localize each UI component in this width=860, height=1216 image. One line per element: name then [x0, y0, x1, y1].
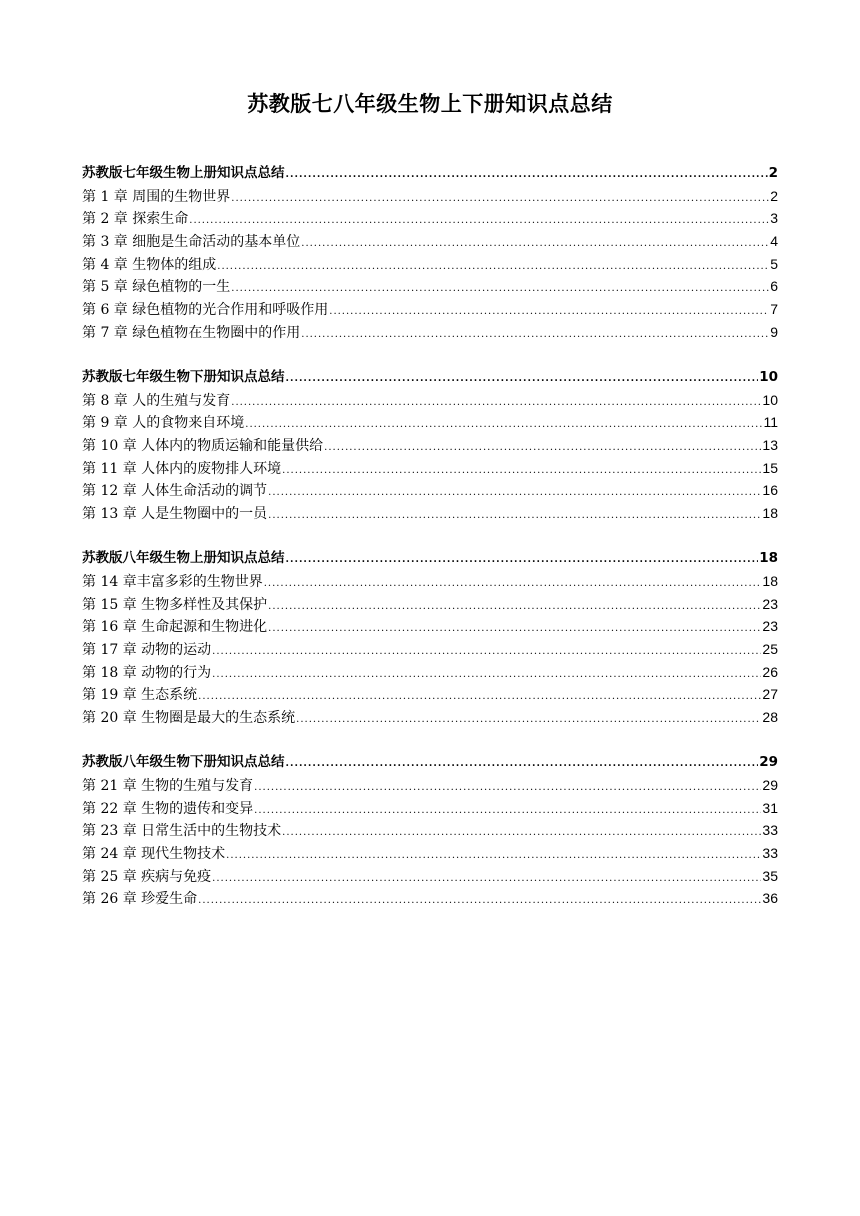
toc-page-number: 11 [763, 414, 778, 431]
toc-dot-leader [212, 641, 761, 664]
toc-dot-leader [268, 482, 761, 505]
toc-dot-leader [296, 709, 761, 732]
toc-dot-leader [231, 188, 769, 211]
toc-page-number: 18 [762, 505, 778, 522]
toc-section [82, 366, 778, 525]
toc-section [82, 547, 778, 729]
toc-entry-label: 第 26 章 珍爱生命 [82, 891, 198, 908]
toc-entry[interactable] [82, 230, 778, 253]
toc-dot-leader [282, 460, 761, 483]
toc-dot-leader [301, 324, 769, 347]
toc-page-number: 6 [770, 278, 778, 295]
toc-dot-leader [264, 573, 762, 596]
toc-section [82, 751, 778, 910]
toc-page-number: 35 [762, 867, 778, 884]
toc-page-number: 29 [759, 754, 778, 771]
toc-entry[interactable] [82, 253, 778, 276]
toc-entry[interactable] [82, 275, 778, 298]
toc-entry[interactable] [82, 797, 778, 820]
toc-dot-leader [212, 664, 761, 687]
toc-entry-label: 第 9 章 人的食物来自环境 [82, 415, 245, 432]
toc-page-number: 18 [759, 550, 778, 567]
toc-entry[interactable] [82, 819, 778, 842]
toc-entry-label: 第 23 章 日常生活中的生物技术 [82, 823, 282, 840]
toc-entry[interactable] [82, 479, 778, 502]
toc-entry-label: 第 16 章 生命起源和生物进化 [82, 619, 268, 636]
toc-dot-leader [286, 549, 759, 572]
toc-entry-label: 第 21 章 生物的生殖与发育 [82, 778, 254, 794]
toc-page-number: 4 [770, 233, 778, 250]
toc-dot-leader [268, 596, 761, 619]
toc-page-number: 13 [762, 437, 778, 454]
toc-entry[interactable] [82, 570, 778, 593]
toc-section [82, 162, 778, 344]
toc-entry-label: 第 17 章 动物的运动 [82, 642, 212, 659]
toc-heading-label: 苏教版七年级生物下册知识点总结 [82, 369, 285, 385]
page-title: 苏教版七八年级生物上下册知识点总结 [247, 92, 613, 116]
toc-entry[interactable] [82, 661, 778, 684]
toc-entry-label: 第 25 章 疾病与免疫 [82, 868, 212, 885]
toc-dot-leader [254, 800, 761, 823]
toc-entry-label: 第 5 章 绿色植物的一生 [82, 279, 231, 296]
toc-section-heading[interactable] [82, 162, 778, 185]
toc-page-number: 10 [759, 369, 778, 385]
toc-entry[interactable] [82, 321, 778, 344]
toc-dot-leader [268, 618, 761, 641]
toc-dot-leader [217, 256, 769, 279]
toc-dot-leader [254, 777, 761, 800]
toc-section-heading[interactable] [82, 751, 778, 774]
toc-entry-label: 第 12 章 人体生命活动的调节 [82, 483, 268, 500]
toc-page-number: 2 [768, 165, 778, 181]
toc-page-number: 26 [762, 663, 778, 680]
toc-page-number: 33 [762, 822, 778, 839]
toc-entry-label: 第 4 章 生物体的组成 [82, 256, 217, 273]
toc-section-heading[interactable] [82, 366, 778, 389]
toc-entry[interactable] [82, 502, 778, 525]
toc-page-number: 33 [762, 845, 778, 862]
toc-page-number: 15 [762, 459, 778, 476]
toc-entry-label: 第 8 章 人的生殖与发育 [82, 392, 231, 409]
toc-dot-leader [282, 822, 761, 845]
toc-entry-label: 第 24 章 现代生物技术 [82, 846, 226, 863]
toc-entry-label: 第 3 章 细胞是生命活动的基本单位 [82, 234, 301, 251]
toc-entry[interactable] [82, 298, 778, 321]
toc-entry[interactable] [82, 683, 778, 706]
toc-entry-label: 第 18 章 动物的行为 [82, 664, 212, 681]
toc-section-heading[interactable] [82, 547, 778, 570]
toc-entry[interactable] [82, 887, 778, 910]
toc-page-number: 29 [762, 777, 778, 793]
toc-entry-label: 第 6 章 绿色植物的光合作用和呼吸作用 [82, 302, 329, 319]
toc-dot-leader [198, 686, 761, 709]
toc-entry[interactable] [82, 434, 778, 457]
toc-dot-leader [198, 890, 761, 913]
toc-page-number: 3 [770, 210, 778, 227]
toc-entry[interactable] [82, 457, 778, 480]
toc-dot-leader [286, 368, 759, 391]
toc-dot-leader [268, 505, 761, 528]
toc-entry[interactable] [82, 638, 778, 661]
toc-page-number: 23 [762, 595, 778, 612]
toc-entry[interactable] [82, 865, 778, 888]
toc-entry[interactable] [82, 615, 778, 638]
toc-page-number: 36 [762, 890, 778, 907]
toc-entry[interactable] [82, 411, 778, 434]
toc-heading-label: 苏教版七年级生物上册知识点总结 [82, 165, 285, 181]
toc-entry[interactable] [82, 593, 778, 616]
toc-entry-label: 第 13 章 人是生物圈中的一员 [82, 506, 268, 523]
toc-entry[interactable] [82, 774, 778, 797]
toc-dot-leader [301, 233, 769, 256]
toc-page-number: 18 [762, 573, 778, 589]
toc-page-number: 16 [762, 482, 778, 499]
toc-page-number: 28 [762, 709, 778, 726]
toc-dot-leader [212, 868, 761, 891]
toc-dot-leader [286, 753, 759, 776]
toc-dot-leader [286, 164, 768, 187]
toc-page-number: 7 [770, 301, 778, 318]
toc-page-number: 9 [770, 323, 778, 340]
toc-entry-label: 第 11 章 人体内的废物排人环境 [82, 460, 282, 477]
toc-dot-leader [329, 301, 769, 324]
toc-entry[interactable] [82, 706, 778, 729]
toc-dot-leader [226, 845, 761, 868]
toc-entry-label: 第 22 章 生物的遗传和变异 [82, 800, 254, 817]
toc-page-number: 25 [762, 641, 778, 658]
toc-page-number: 10 [762, 391, 778, 408]
table-of-contents [82, 162, 778, 933]
toc-entry-label: 第 15 章 生物多样性及其保护 [82, 596, 268, 613]
toc-entry[interactable] [82, 185, 778, 208]
toc-entry-label: 第 1 章 周围的生物世界 [82, 188, 231, 205]
toc-entry-label: 第 20 章 生物圈是最大的生态系统 [82, 710, 296, 727]
toc-page-number: 23 [762, 618, 778, 635]
toc-entry[interactable] [82, 842, 778, 865]
toc-dot-leader [245, 414, 762, 437]
toc-entry-label: 第 7 章 绿色植物在生物圈中的作用 [82, 324, 301, 341]
toc-page-number: 2 [770, 187, 778, 204]
toc-dot-leader [189, 210, 769, 233]
toc-entry[interactable] [82, 389, 778, 412]
toc-entry-label: 第 2 章 探索生命 [82, 211, 189, 228]
toc-entry-label: 第 19 章 生态系统 [82, 687, 198, 704]
toc-entry-label: 第 10 章 人体内的物质运输和能量供给 [82, 438, 324, 455]
toc-heading-label: 苏教版八年级生物上册知识点总结 [82, 550, 285, 567]
toc-dot-leader [231, 278, 769, 301]
toc-page-number: 31 [762, 799, 778, 816]
toc-dot-leader [324, 437, 761, 460]
toc-page-number: 5 [770, 255, 778, 272]
toc-entry-label: 第 14 章丰富多彩的生物世界 [82, 574, 263, 590]
toc-page-number: 27 [762, 686, 778, 703]
toc-heading-label: 苏教版八年级生物下册知识点总结 [82, 754, 285, 771]
toc-entry[interactable] [82, 207, 778, 230]
toc-dot-leader [231, 392, 761, 415]
